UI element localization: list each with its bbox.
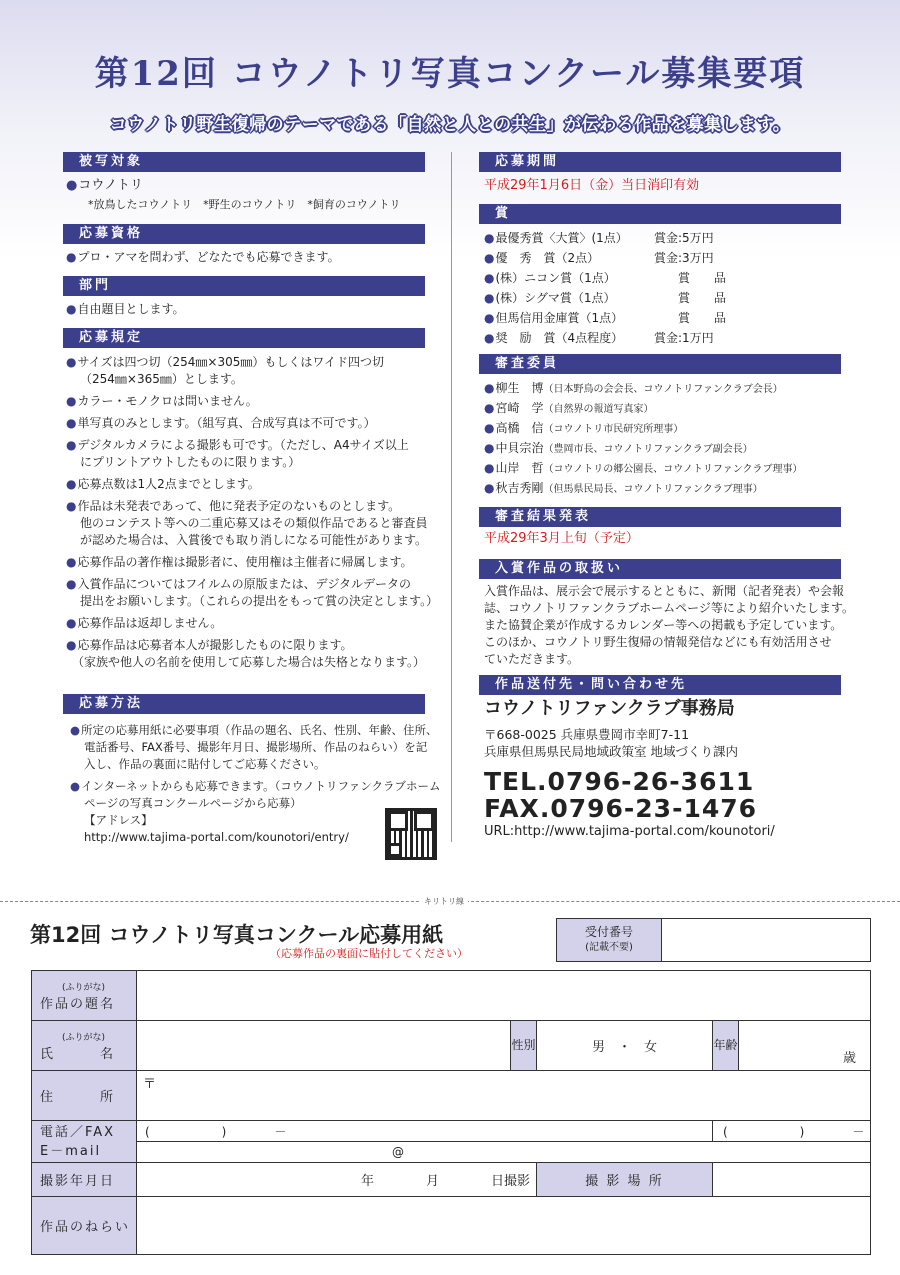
age-field[interactable]: 歳 (739, 1021, 871, 1071)
receipt-number-box (556, 918, 871, 962)
judge-item (484, 399, 854, 419)
rule-item-cont: 提出をお願いします。（これらの提出をもって賞の決定とします。） (80, 594, 439, 608)
contact-url[interactable]: URL:http://www.tajima-portal.com/kounotori/ (484, 824, 775, 839)
prize-item (484, 308, 824, 328)
sex-label: 性別 (511, 1021, 537, 1071)
shoot-date-field[interactable]: 年 月 日撮影 (137, 1163, 537, 1197)
prize-item (484, 248, 824, 268)
section-results-head: 審査結果発表 (479, 507, 841, 527)
section-category-head: 部門 (63, 276, 425, 296)
furigana-label: (ふりがな) (62, 982, 106, 993)
shoot-date-label: 撮影年月日 (32, 1163, 137, 1197)
method-item: ● インターネットからも応募できます。（コウノトリファンクラブホーム (70, 778, 450, 795)
column-divider (451, 152, 452, 842)
judge-item (484, 439, 854, 459)
prize-item (484, 228, 824, 248)
fax-field[interactable]: ( ) － (713, 1121, 871, 1142)
rule-item: ● カラー・モノクロは問いません。 (66, 393, 436, 410)
qr-code-image[interactable] (385, 808, 437, 860)
entry-url-link[interactable]: http://www.tajima-portal.com/kounotori/entry/ (84, 830, 349, 844)
judge-name: ● 秋吉秀剛 (484, 481, 544, 495)
rule-item: ● サイズは四つ切（254㎜×305㎜）もしくはワイド四つ切 (66, 354, 436, 371)
rule-item: ● 応募作品は応募者本人が撮影したものに限ります。 (66, 637, 436, 654)
entry-form-table (31, 970, 871, 1255)
prize-name: ● 奨 励 賞（4点程度） (484, 328, 654, 348)
email-field[interactable]: @ (137, 1142, 871, 1163)
judge-name: ● 山岸 哲 (484, 461, 544, 475)
prize-name: ● 優 秀 賞（2点） (484, 248, 654, 268)
judge-role: （但馬県民局長、コウノトリファンクラブ理事） (543, 484, 763, 495)
eligibility-line1: ● プロ・アマを問わず、どなたでも応募できます。 (66, 249, 340, 266)
prize-name: ● 最優秀賞〈大賞〉(1点） (484, 228, 654, 248)
section-judges-head: 審査委員 (479, 354, 841, 374)
rule-item: ● 応募作品の著作権は撮影者に、使用権は主催者に帰属します。 (66, 554, 436, 571)
section-eligibility-head: 応募資格 (63, 224, 425, 244)
judge-name: ● 柳生 博 (484, 381, 544, 395)
rule-item: ● 単写真のみとします。（組写真、合成写真は不可です。） (66, 415, 436, 432)
judge-role: （豊岡市長、コウノトリファンクラブ副会長） (543, 444, 753, 455)
receipt-number-label (557, 919, 662, 961)
judge-item (484, 379, 854, 399)
method-item-cont: 【アドレス】 (84, 813, 153, 827)
shoot-place-field[interactable] (713, 1163, 871, 1197)
receipt-label-main: 受付番号 (584, 925, 633, 939)
aim-field[interactable] (137, 1197, 871, 1255)
address-label: 住 所 (32, 1071, 137, 1121)
judge-role: （コウノトリの郷公園長、コウノトリファンクラブ理事） (543, 464, 803, 475)
subject-line2: *放鳥したコウノトリ *野生のコウノトリ *飼育のコウノトリ (88, 198, 401, 211)
prize-reward: 賞金:1万円 (654, 331, 714, 345)
category-line1: ● 自由題目とします。 (66, 301, 185, 318)
age-label: 年齢 (713, 1021, 739, 1071)
receipt-label-note: (記載不要) (585, 942, 633, 953)
contact-fax: FAX.0796-23-1476 (484, 794, 758, 823)
judge-role: （自然界の報道写真家） (543, 404, 654, 415)
rule-item-cont: にプリントアウトしたものに限ります。） (80, 455, 301, 469)
cut-label: キリトリ線 (420, 896, 468, 907)
handling-line: 入賞作品は、展示会で展示するとともに、新聞（記者発表）や会報 (484, 584, 845, 598)
section-contact-head: 作品送付先・問い合わせ先 (479, 675, 841, 695)
judge-role: （日本野鳥の会会長、コウノトリファンクラブ会長） (543, 384, 783, 395)
form-title: 第12回 コウノトリ写真コンクール応募用紙 (30, 923, 444, 947)
contact-label (32, 1121, 137, 1163)
judge-name: ● 宮崎 学 (484, 401, 544, 415)
prize-list (484, 228, 824, 348)
phone-fax-label: 電話／FAX (40, 1124, 116, 1140)
rule-item-cont: （254㎜×365㎜）とします。 (80, 372, 243, 386)
rule-item-cont: （家族や他人の名前を使用して応募した場合は失格となります。） (72, 655, 426, 669)
rule-item: ● 応募作品は返却しません。 (66, 615, 436, 632)
work-title-text: 作品の題名 (40, 996, 116, 1012)
phone-field[interactable]: ( ) － (137, 1121, 713, 1142)
results-line1: 平成29年3月上旬（予定） (484, 531, 639, 546)
judge-role: （コウノトリ市民研究所理事） (543, 424, 684, 435)
prize-reward: 賞金:5万円 (654, 231, 714, 245)
rule-item-cont: が認めた場合は、入賞後でも取り消しになる可能性があります。 (80, 533, 428, 547)
contact-tel[interactable]: TEL.0796-26-3611 (484, 767, 755, 796)
shoot-place-label: 撮 影 場 所 (537, 1163, 713, 1197)
section-method-head: 応募方法 (63, 694, 425, 714)
page-subtitle: コウノトリ野生復帰のテーマである「自然と人との共生」が伝わる作品を募集します。 (109, 115, 791, 135)
handling-line: また協賛企業が作成するカレンダー等への掲載も予定しています。 (484, 618, 843, 632)
page-title: 第12回 コウノトリ写真コンクール募集要項 (94, 54, 806, 94)
sex-field[interactable]: 男 ・ 女 (537, 1021, 713, 1071)
section-subject-head: 被写対象 (63, 152, 425, 172)
section-rules-head: 応募規定 (63, 328, 425, 348)
furigana-label: (ふりがな) (62, 1032, 106, 1043)
rule-item: ● 応募点数は1人2点までとします。 (66, 476, 436, 493)
prize-item (484, 328, 824, 348)
prize-name: ● 但馬信用金庫賞（1点） (484, 308, 654, 328)
rule-item-cont: 他のコンテスト等への二重応募又はその類似作品であると審査員 (80, 516, 428, 530)
period-line1: 平成29年1月6日（金）当日消印有効 (484, 178, 700, 193)
prize-reward: 賞 品 (654, 311, 727, 325)
prize-reward: 賞 品 (654, 291, 727, 305)
judge-item (484, 479, 854, 499)
rules-list (66, 354, 439, 671)
judge-name: ● 中貝宗治 (484, 441, 544, 455)
prize-item (484, 288, 824, 308)
section-handling-head: 入賞作品の取扱い (479, 559, 841, 579)
rule-item: ● デジタルカメラによる撮影も可です。（ただし、A4サイズ以上 (66, 437, 436, 454)
contact-org: コウノトリファンクラブ事務局 (484, 698, 735, 719)
handling-text (484, 583, 854, 668)
contact-address-line1: 〒668-0025 兵庫県豊岡市幸町7-11 (484, 727, 690, 742)
method-item-cont: 入し、作品の裏面に貼付してご応募ください。 (84, 757, 326, 771)
rule-item: ● 入賞作品についてはフイルムの原版または、デジタルデータの (66, 576, 436, 593)
handling-line: ていただきます。 (484, 652, 580, 666)
judge-name: ● 高橋 信 (484, 421, 544, 435)
work-title-label (32, 971, 137, 1021)
name-label (32, 1021, 137, 1071)
work-title-field[interactable] (137, 971, 871, 1021)
email-label: E－mail (40, 1143, 102, 1159)
handling-line: このほか、コウノトリ野生復帰の情報発信などにも有効活用させ (484, 635, 832, 649)
prize-name: ● (株）シグマ賞（1点） (484, 288, 654, 308)
name-text: 氏 名 (40, 1046, 116, 1062)
judge-item (484, 419, 854, 439)
address-field[interactable]: 〒 (137, 1071, 871, 1121)
method-item: ● 所定の応募用紙に必要事項（作品の題名、氏名、性別、年齢、住所、 (70, 722, 450, 739)
contact-address (484, 726, 738, 760)
receipt-number-field (662, 919, 870, 961)
prize-name: ● (株）ニコン賞（1点） (484, 268, 654, 288)
judge-item (484, 459, 854, 479)
prize-reward: 賞金:3万円 (654, 251, 714, 265)
prize-reward: 賞 品 (654, 271, 727, 285)
rule-item: ● 作品は未発表であって、他に発表予定のないものとします。 (66, 498, 436, 515)
aim-label: 作品のねらい (32, 1197, 137, 1255)
prize-item (484, 268, 824, 288)
name-field[interactable] (137, 1021, 511, 1071)
form-note: （応募作品の裏面に貼付してください） (270, 947, 468, 960)
method-item-cont: ページの写真コンクールページから応募） (84, 796, 302, 810)
handling-line: 誌、コウノトリファンクラブホームページ等により紹介いたします。 (484, 601, 854, 615)
section-period-head: 応募期間 (479, 152, 841, 172)
subject-line1: ● コウノトリ (66, 177, 143, 194)
section-prizes-head: 賞 (479, 204, 841, 224)
contact-address-line2: 兵庫県但馬県民局地域政策室 地域づくり課内 (484, 744, 738, 759)
method-item-cont: 電話番号、FAX番号、撮影年月日、撮影場所、作品のねらい）を記 (84, 740, 428, 754)
judge-list (484, 379, 854, 499)
